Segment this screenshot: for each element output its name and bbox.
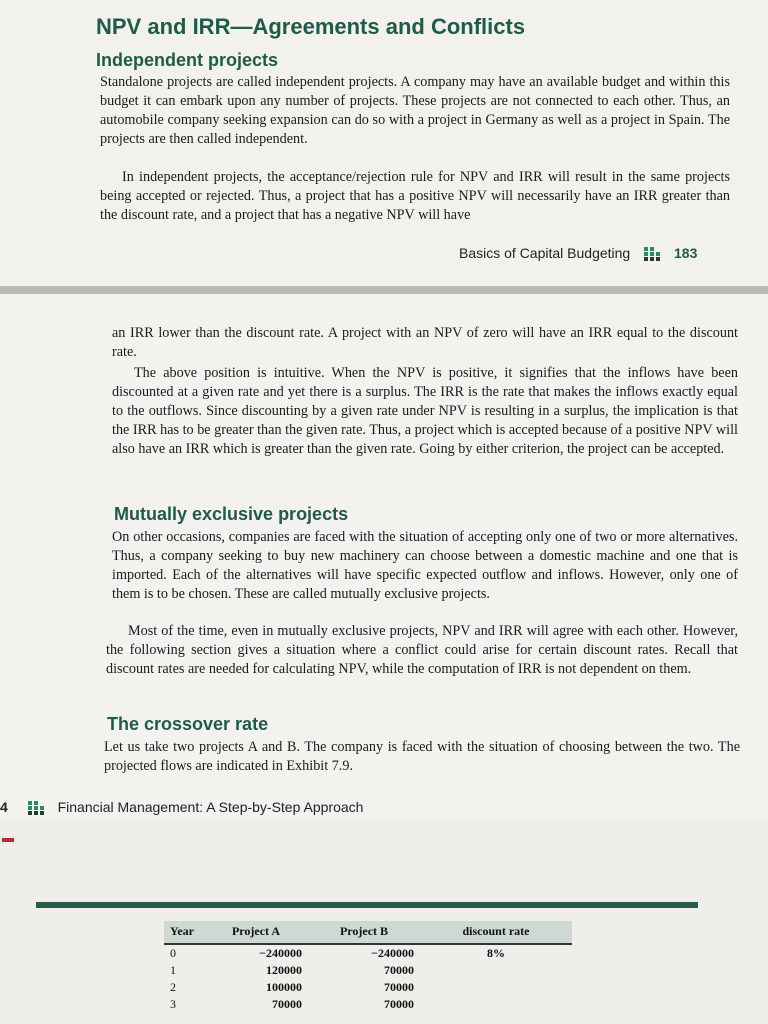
cell-year: 2	[170, 980, 176, 994]
exhibit-top-rule	[36, 902, 698, 908]
paragraph-intuitive: The above position is intuitive. When the NPV is positive, it signifies that the inflows have been discounted at a given rate and yet there is a surplus. The IRR is the rate that makes the inflows exactly equal to the outflows. Since discounting by a given rate under NPV is resulting in a surplus, the implication is that the IRR has to be greater than the given rate. Thus, a project which is accepted because of a positive NPV will also have an IRR which is greater than the given rate. Going by either criterion, the project can be accepted.	[112, 365, 738, 457]
footer-page-number: 4	[0, 799, 8, 815]
table-row	[164, 979, 572, 996]
cell-year: 1	[170, 963, 176, 977]
table-row	[164, 944, 572, 962]
cell-year: 3	[170, 997, 176, 1011]
paragraph-mutually-exclusive-2: Most of the time, even in mutually exclusive projects, NPV and IRR will agree with each other. However, the following section gives a situation where a conflict could arise for certain discount rates. Recall that discount rates are needed for calculating NPV, while the computation of IRR is not dependent on them.	[106, 623, 738, 677]
paragraph-independent-2: In independent projects, the acceptance/rejection rule for NPV and IRR will result in the same projects being accepted or rejected. Thus, a project that has a positive NPV will necessarily have an IRR greater than the discount rate, and a project that has a negative NPV will have	[100, 169, 730, 223]
exhibit-header-row	[164, 921, 572, 944]
heading-independent-projects: Independent projects	[96, 50, 279, 70]
cell-project-b: 70000	[384, 963, 414, 977]
cell-discount-rate	[420, 979, 572, 996]
paragraph-mutually-exclusive-1: On other occasions, companies are faced with the situation of accepting only one of two or more alternatives. Thus, a company seeking to buy new machinery can choose between a domestic machine and one that is imported. Each of the alternatives will have specific expected outflow and inflows. However, only one of them is to be chosen. These are called mutually exclusive projects.	[112, 529, 738, 602]
running-footer-text: Basics of Capital Budgeting	[459, 245, 631, 261]
cell-discount-rate	[420, 996, 572, 1013]
cell-discount-rate: 8%	[487, 946, 505, 960]
blocks-icon	[644, 247, 660, 261]
running-footer-text: Financial Management: A Step-by-Step Approach	[57, 799, 364, 815]
header-year: Year	[164, 921, 204, 944]
cell-project-b: 70000	[384, 980, 414, 994]
page-number: 183	[674, 245, 698, 261]
table-row	[164, 996, 572, 1013]
header-project-b: Project B	[308, 921, 420, 944]
page-edge-mark	[2, 838, 14, 842]
page-gap	[0, 286, 768, 294]
paragraph-continued: an IRR lower than the discount rate. A project with an NPV of zero will have an IRR equal to the discount rate.	[112, 325, 738, 360]
heading-crossover-rate: The crossover rate	[107, 714, 269, 734]
cell-discount-rate	[420, 962, 572, 979]
table-row	[164, 962, 572, 979]
paragraph-independent-1: Standalone projects are called independent projects. A company may have an available budget and within this budget it can embark upon any number of projects. These projects are not connected to each other. Thus, an automobile company seeking expansion can do so with a project in Germany as well as a project in Spain. The projects are then called independent.	[100, 74, 730, 147]
paragraph-crossover: Let us take two projects A and B. The company is faced with the situation of choosing between the two. The projected flows are indicated in Exhibit 7.9.	[104, 739, 740, 774]
heading-mutually-exclusive: Mutually exclusive projects	[114, 504, 349, 524]
cell-year: 0	[170, 946, 176, 960]
cell-project-a: −240000	[259, 946, 302, 960]
header-discount-rate: discount rate	[420, 921, 572, 944]
cell-project-a: 70000	[272, 997, 302, 1011]
blocks-icon	[28, 801, 44, 815]
cell-project-a: 100000	[266, 980, 302, 994]
page-184	[0, 294, 768, 820]
running-footer	[0, 799, 363, 815]
cell-project-b: 70000	[384, 997, 414, 1011]
header-project-a: Project A	[204, 921, 308, 944]
cell-project-b: −240000	[371, 946, 414, 960]
cell-project-a: 120000	[266, 963, 302, 977]
chapter-title: NPV and IRR—Agreements and Conflicts	[96, 14, 526, 39]
running-footer	[459, 245, 697, 261]
page-183	[0, 0, 768, 286]
exhibit-table	[164, 921, 572, 1013]
